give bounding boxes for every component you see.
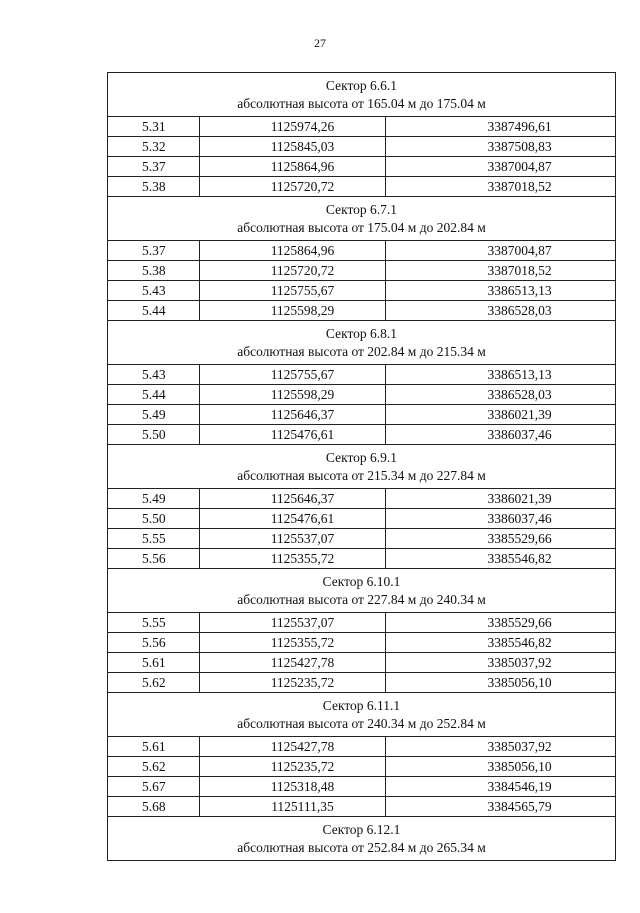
coordinates-table-body: [108, 73, 616, 861]
y-coordinate-cell: 3384565,79: [386, 797, 616, 817]
x-coordinate-cell: 1125427,78: [200, 653, 386, 673]
table-row: [108, 385, 616, 405]
table-row: [108, 489, 616, 509]
point-number-cell: 5.37: [108, 241, 200, 261]
sector-altitude-range: абсолютная высота от 252.84 м до 265.34 м: [237, 839, 486, 855]
point-number-cell: 5.50: [108, 509, 200, 529]
y-coordinate-cell: 3387508,83: [386, 137, 616, 157]
point-number-cell: 5.55: [108, 529, 200, 549]
x-coordinate-cell: 1125111,35: [200, 797, 386, 817]
x-coordinate-cell: 1125537,07: [200, 529, 386, 549]
sector-altitude-range: абсолютная высота от 165.04 м до 175.04 м: [237, 95, 486, 111]
sector-title: Сектор 6.7.1: [325, 201, 398, 217]
sector-title: Сектор 6.11.1: [322, 697, 401, 713]
sector-header-row: [108, 321, 616, 365]
table-row: [108, 633, 616, 653]
x-coordinate-cell: 1125864,96: [200, 157, 386, 177]
y-coordinate-cell: 3385546,82: [386, 633, 616, 653]
x-coordinate-cell: 1125355,72: [200, 633, 386, 653]
table-row: [108, 797, 616, 817]
coordinates-table: [107, 72, 616, 861]
sector-header: [108, 569, 616, 613]
table-row: [108, 509, 616, 529]
sector-header-row: [108, 693, 616, 737]
sector-altitude-range: абсолютная высота от 240.34 м до 252.84 м: [237, 715, 486, 731]
table-row: [108, 241, 616, 261]
x-coordinate-cell: 1125598,29: [200, 301, 386, 321]
point-number-cell: 5.44: [108, 301, 200, 321]
sector-header-row: [108, 197, 616, 241]
point-number-cell: 5.55: [108, 613, 200, 633]
sector-altitude-range: абсолютная высота от 175.04 м до 202.84 м: [237, 219, 486, 235]
table-row: [108, 177, 616, 197]
y-coordinate-cell: 3385529,66: [386, 613, 616, 633]
x-coordinate-cell: 1125720,72: [200, 261, 386, 281]
y-coordinate-cell: 3385529,66: [386, 529, 616, 549]
point-number-cell: 5.37: [108, 157, 200, 177]
x-coordinate-cell: 1125646,37: [200, 405, 386, 425]
point-number-cell: 5.49: [108, 489, 200, 509]
y-coordinate-cell: 3386021,39: [386, 489, 616, 509]
point-number-cell: 5.61: [108, 653, 200, 673]
y-coordinate-cell: 3386513,13: [386, 365, 616, 385]
sector-title: Сектор 6.12.1: [322, 821, 401, 837]
x-coordinate-cell: 1125864,96: [200, 241, 386, 261]
sector-header-row: [108, 73, 616, 117]
point-number-cell: 5.38: [108, 177, 200, 197]
sector-title: Сектор 6.8.1: [325, 325, 398, 341]
x-coordinate-cell: 1125845,03: [200, 137, 386, 157]
sector-header: [108, 817, 616, 861]
sector-header: [108, 321, 616, 365]
point-number-cell: 5.68: [108, 797, 200, 817]
y-coordinate-cell: 3387004,87: [386, 241, 616, 261]
table-row: [108, 117, 616, 137]
x-coordinate-cell: 1125427,78: [200, 737, 386, 757]
sector-header: [108, 73, 616, 117]
point-number-cell: 5.56: [108, 633, 200, 653]
x-coordinate-cell: 1125235,72: [200, 673, 386, 693]
y-coordinate-cell: 3385546,82: [386, 549, 616, 569]
y-coordinate-cell: 3386037,46: [386, 425, 616, 445]
x-coordinate-cell: 1125235,72: [200, 757, 386, 777]
table-row: [108, 137, 616, 157]
point-number-cell: 5.32: [108, 137, 200, 157]
point-number-cell: 5.62: [108, 673, 200, 693]
x-coordinate-cell: 1125720,72: [200, 177, 386, 197]
sector-title: Сектор 6.6.1: [325, 77, 398, 93]
y-coordinate-cell: 3385037,92: [386, 737, 616, 757]
point-number-cell: 5.61: [108, 737, 200, 757]
point-number-cell: 5.43: [108, 365, 200, 385]
table-row: [108, 673, 616, 693]
y-coordinate-cell: 3387018,52: [386, 177, 616, 197]
x-coordinate-cell: 1125476,61: [200, 509, 386, 529]
sector-altitude-range: абсолютная высота от 227.84 м до 240.34 м: [237, 591, 486, 607]
y-coordinate-cell: 3386528,03: [386, 385, 616, 405]
sector-header-row: [108, 817, 616, 861]
point-number-cell: 5.50: [108, 425, 200, 445]
table-row: [108, 261, 616, 281]
point-number-cell: 5.67: [108, 777, 200, 797]
y-coordinate-cell: 3386528,03: [386, 301, 616, 321]
point-number-cell: 5.49: [108, 405, 200, 425]
y-coordinate-cell: 3386037,46: [386, 509, 616, 529]
y-coordinate-cell: 3386513,13: [386, 281, 616, 301]
point-number-cell: 5.31: [108, 117, 200, 137]
x-coordinate-cell: 1125537,07: [200, 613, 386, 633]
y-coordinate-cell: 3387018,52: [386, 261, 616, 281]
y-coordinate-cell: 3384546,19: [386, 777, 616, 797]
table-row: [108, 157, 616, 177]
sector-title: Сектор 6.10.1: [322, 573, 401, 589]
sector-header: [108, 197, 616, 241]
y-coordinate-cell: 3385056,10: [386, 757, 616, 777]
y-coordinate-cell: 3386021,39: [386, 405, 616, 425]
sector-header: [108, 693, 616, 737]
x-coordinate-cell: 1125755,67: [200, 365, 386, 385]
table-row: [108, 425, 616, 445]
y-coordinate-cell: 3387004,87: [386, 157, 616, 177]
sector-altitude-range: абсолютная высота от 202.84 м до 215.34 м: [237, 343, 486, 359]
point-number-cell: 5.43: [108, 281, 200, 301]
table-row: [108, 777, 616, 797]
point-number-cell: 5.44: [108, 385, 200, 405]
x-coordinate-cell: 1125476,61: [200, 425, 386, 445]
table-row: [108, 405, 616, 425]
sector-header-row: [108, 445, 616, 489]
x-coordinate-cell: 1125318,48: [200, 777, 386, 797]
table-row: [108, 653, 616, 673]
table-row: [108, 529, 616, 549]
page-number: 27: [314, 36, 326, 50]
point-number-cell: 5.38: [108, 261, 200, 281]
table-row: [108, 365, 616, 385]
point-number-cell: 5.56: [108, 549, 200, 569]
table-row: [108, 613, 616, 633]
sector-header: [108, 445, 616, 489]
y-coordinate-cell: 3385056,10: [386, 673, 616, 693]
y-coordinate-cell: 3385037,92: [386, 653, 616, 673]
x-coordinate-cell: 1125755,67: [200, 281, 386, 301]
sector-title: Сектор 6.9.1: [325, 449, 398, 465]
table-row: [108, 549, 616, 569]
sector-header-row: [108, 569, 616, 613]
x-coordinate-cell: 1125598,29: [200, 385, 386, 405]
table-row: [108, 301, 616, 321]
x-coordinate-cell: 1125646,37: [200, 489, 386, 509]
y-coordinate-cell: 3387496,61: [386, 117, 616, 137]
x-coordinate-cell: 1125355,72: [200, 549, 386, 569]
table-row: [108, 757, 616, 777]
point-number-cell: 5.62: [108, 757, 200, 777]
table-row: [108, 281, 616, 301]
x-coordinate-cell: 1125974,26: [200, 117, 386, 137]
sector-altitude-range: абсолютная высота от 215.34 м до 227.84 м: [237, 467, 486, 483]
table-row: [108, 737, 616, 757]
